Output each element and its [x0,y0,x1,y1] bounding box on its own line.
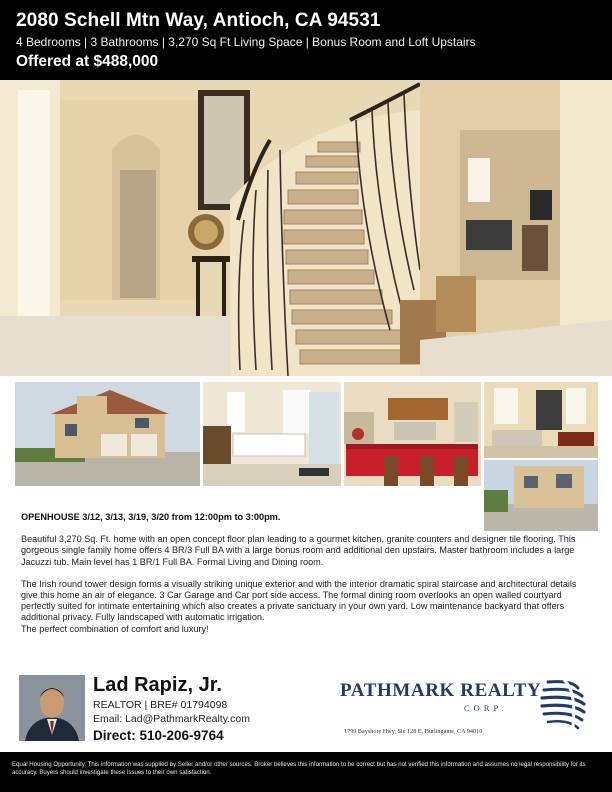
openhouse-dates: OPENHOUSE 3/12, 3/13, 3/19, 3/20 from 12:00pm to 3:00pm. [21,512,281,522]
brokerage-logo-icon [538,676,586,736]
description-paragraph: The Irish round tower design forms a visually striking unique exterior and with the interior dramatic spiral staircase and architectural details give this home an air of elegance. 3 Car Garage and Car port side access. The formal dining room overlooks an open walled courtyard perfectly suited for intimate entertaining which also creates a private sanctuary in your own yard. Low maintenance backyard that offers additional privacy. Fully landscaped with automatic irrigation. The perfect combination of comfort and luxury! [21,578,577,634]
listing-description [21,512,581,646]
brokerage-name: PATHMARK REALTY [340,680,542,701]
hero-staircase-photo [0,80,612,376]
property-address: 2080 Schell Mtn Way, Antioch, CA 94531 [16,10,381,31]
agent-info [93,674,333,743]
agent-headshot [19,675,85,741]
living-room-photo [484,382,598,458]
description-paragraph: Beautiful 3,270 Sq. Ft. home with an open concept floor plan leading to a gourmet kitchen, granite counters and designer tile flooring. This gorgeous single family home offers 4 BR/3 Full BA with a large bonus room and additional den upstairs. Master bathroom includes a large Jacuzzi tub. Main level has 1 BR/1 Full BA. Formal Living and Dining room. [21,534,576,567]
agent-email[interactable]: Email: Lad@PathmarkRealty.com [93,713,250,725]
property-price: Offered at $488,000 [16,53,159,70]
footer-disclaimer: Equal Housing Opportunity. This information was supplied by Seller and/or other sources. Broker believes this information to be correct but has not verified this information and assumes no legal responsibility for its accuracy. Buyers should investigate these issues to their own satisfaction. [0,752,612,792]
exterior-photo [15,382,200,486]
brokerage-address: 1799 Bayshore Hwy, Ste 128 E, Burlingame, CA 94010 [344,728,483,735]
flyer-header [0,0,612,80]
agent-license: REALTOR | BRE# 01794098 [93,699,228,711]
brokerage-block [340,676,598,746]
bathroom-photo [203,382,341,486]
agent-phone[interactable]: Direct: 510-206-9764 [93,728,224,743]
property-specs: 4 Bedrooms | 3 Bathrooms | 3,270 Sq Ft Living Space | Bonus Room and Loft Upstairs [16,35,476,49]
brokerage-corp: CORP. [464,703,508,713]
agent-name: Lad Rapiz, Jr. [93,674,222,696]
kitchen-photo [344,382,481,486]
